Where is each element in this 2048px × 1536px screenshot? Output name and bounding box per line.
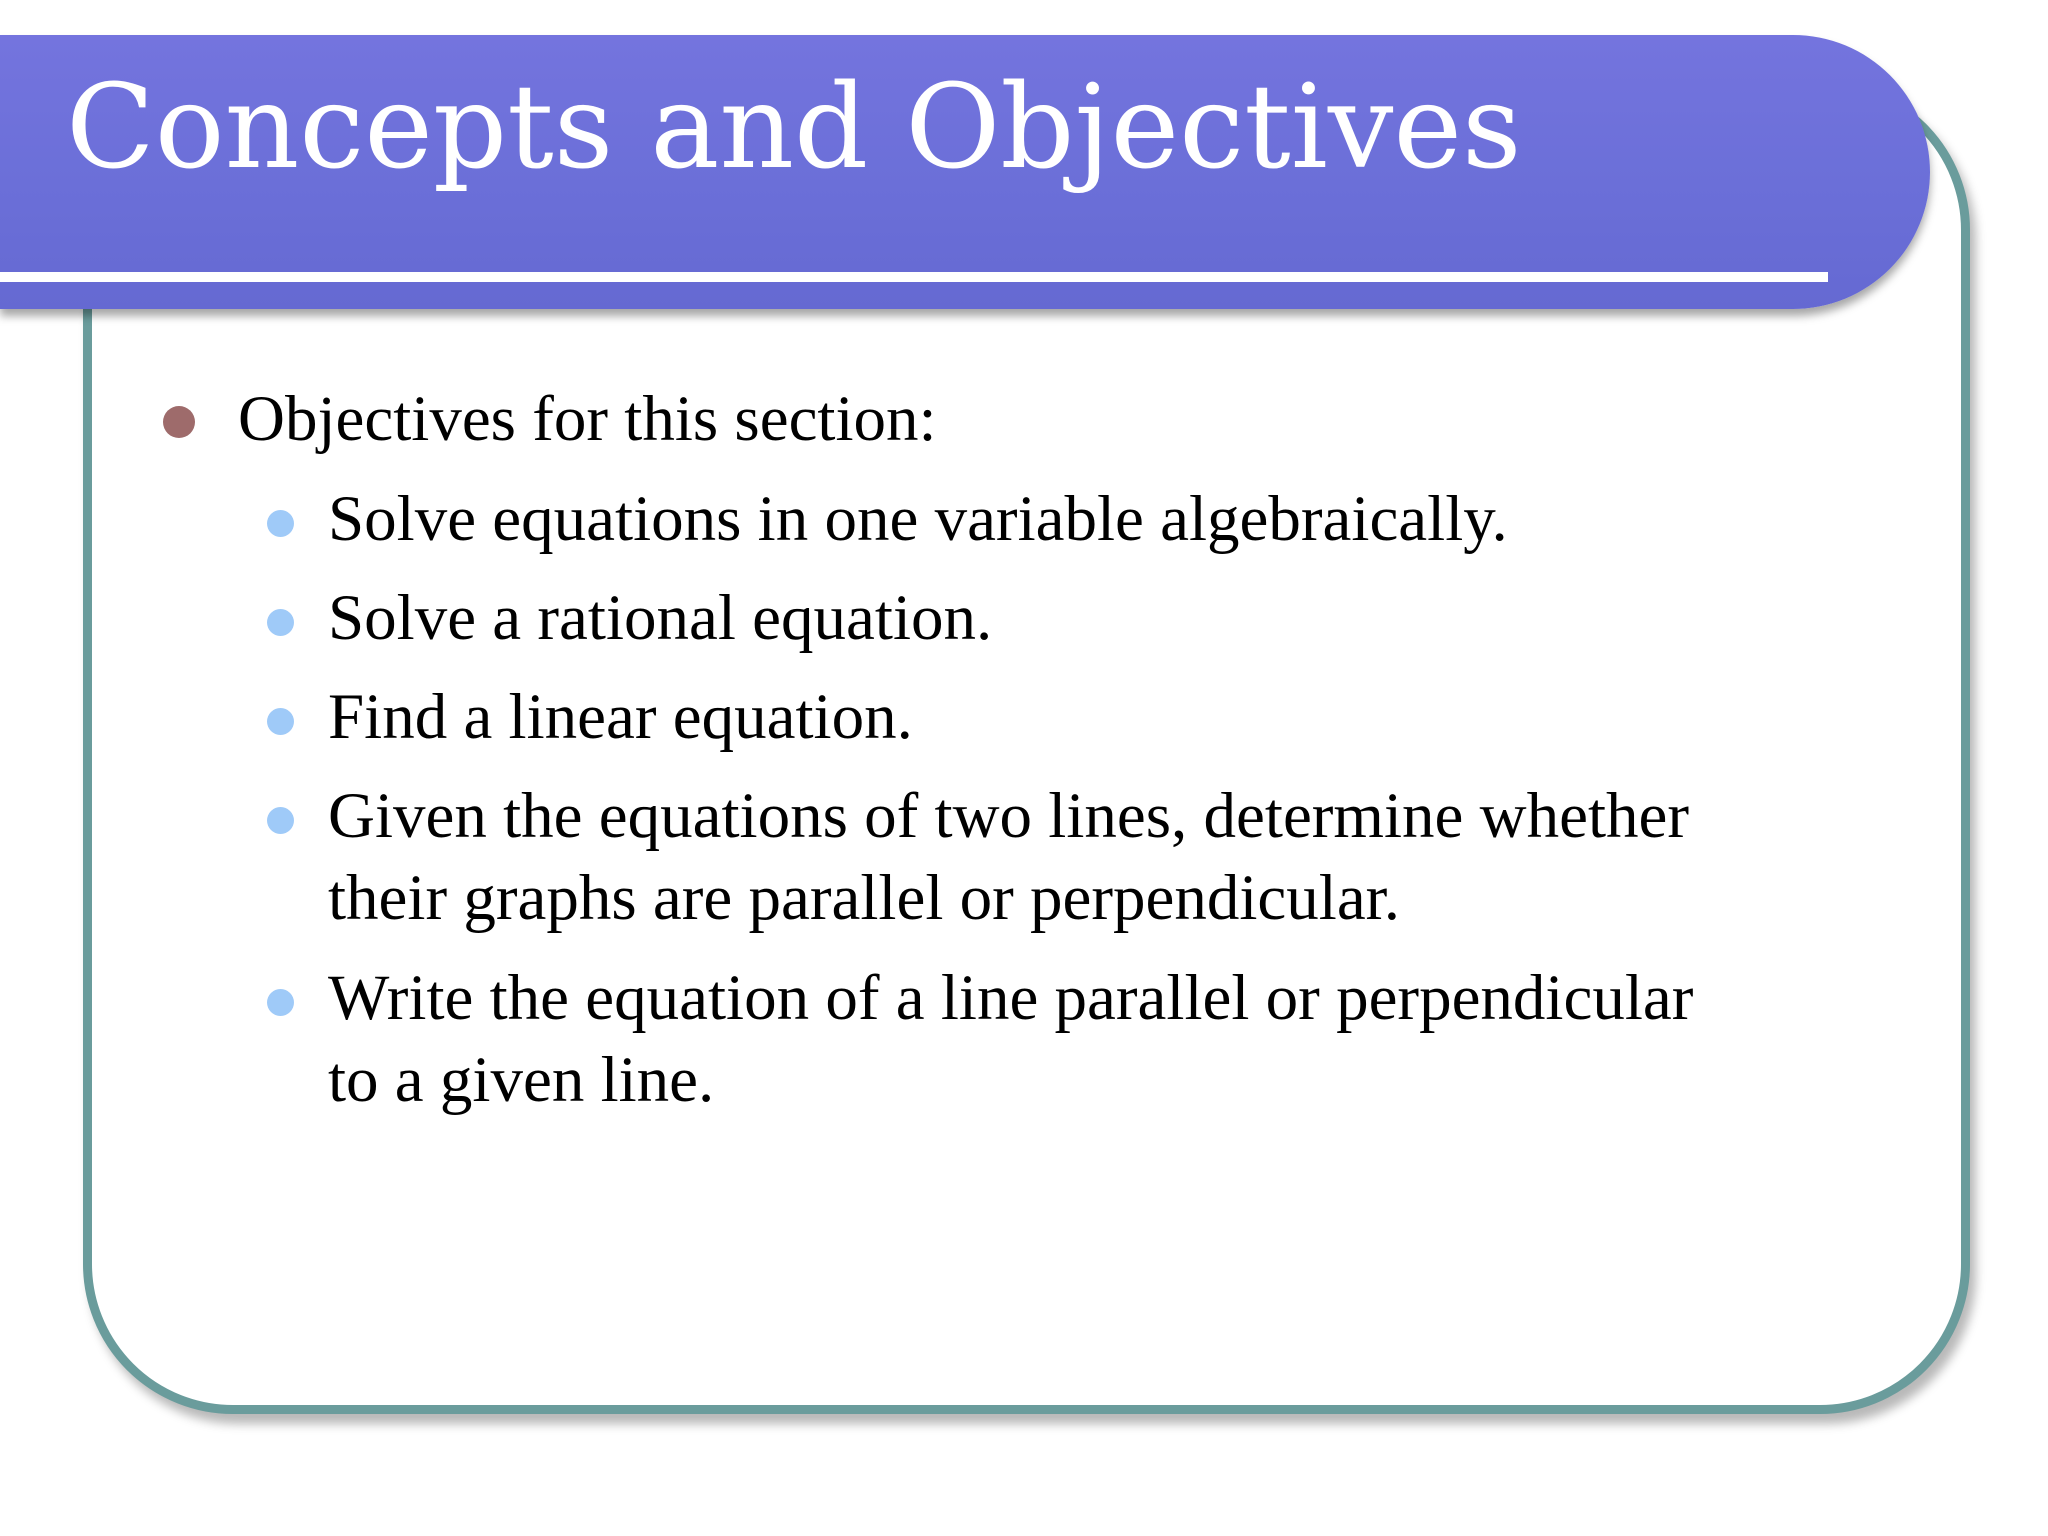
subbullet-text: Solve equations in one variable algebraically.	[328, 483, 1508, 555]
subbullet-text: Solve a rational equation.	[328, 582, 993, 654]
subbullet-text: Find a linear equation.	[328, 681, 913, 753]
title-underline	[0, 272, 1828, 282]
subbullet-text-continued: their graphs are parallel or perpendicular.	[328, 862, 1400, 934]
subbullet-dot-icon	[267, 807, 294, 834]
subbullet-dot-icon	[267, 609, 294, 636]
subbullet-item	[328, 775, 1689, 939]
subbullet-item	[328, 478, 1508, 560]
subbullet-dot-icon	[267, 708, 294, 735]
subbullet-item	[328, 577, 992, 659]
subbullet-text-continued: to a given line.	[328, 1044, 715, 1116]
bullet-text: Objectives for this section:	[238, 383, 937, 455]
subbullet-text: Given the equations of two lines, determine whether	[328, 780, 1690, 852]
subbullet-dot-icon	[267, 510, 294, 537]
subbullet-item	[328, 676, 913, 758]
subbullet-text: Write the equation of a line parallel or perpendicular	[328, 962, 1694, 1034]
bullet-dot-icon	[163, 406, 195, 438]
subbullet-item	[328, 957, 1693, 1121]
subbullet-dot-icon	[267, 989, 294, 1016]
bullet-item	[238, 378, 937, 460]
slide-title: Concepts and Objectives	[66, 60, 1522, 195]
